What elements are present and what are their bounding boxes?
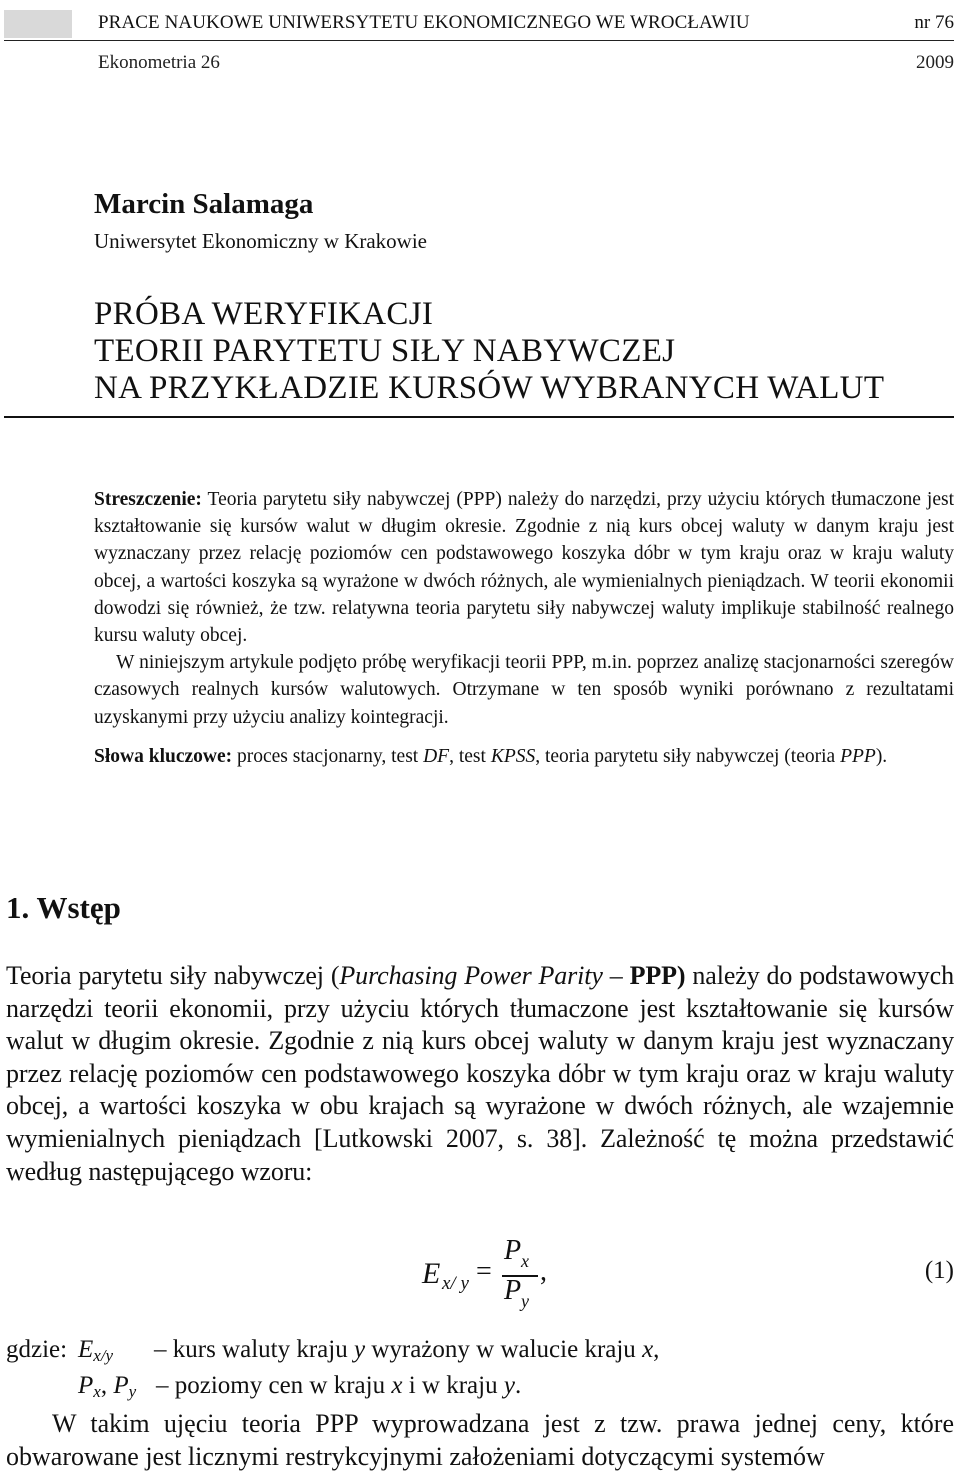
legend-symbol [78, 1369, 136, 1409]
keyword-df: DF [423, 746, 450, 767]
equation-1 [420, 1235, 620, 1315]
journal-title: PRACE NAUKOWE UNIWERSYTETU EKONOMICZNEGO WE WROCŁAWIU [98, 12, 750, 33]
formula-comma: , [540, 1256, 547, 1287]
author-affiliation: Uniwersytet Ekonomiczny w Krakowie [94, 229, 427, 253]
series-name: Ekonometria 26 [98, 52, 220, 73]
title-line-3: NA PRZYKŁADZIE KURSÓW WYBRANYCH WALUT [94, 370, 885, 406]
keywords-text: ). [875, 746, 888, 767]
formula-numerator: P [504, 1235, 522, 1266]
desc-text: i w kraju [402, 1372, 504, 1399]
title-line-1: PRÓBA WERYFIKACJI [94, 296, 434, 332]
desc-var: y [503, 1372, 515, 1399]
formula-denominator-subscript: y [521, 1291, 529, 1311]
symbol-E-subscript: x/y [93, 1346, 114, 1365]
formula-equals: = [476, 1256, 492, 1287]
desc-var: x [642, 1336, 654, 1363]
abstract-paragraph-2: W niniejszym artykule podjęto próbę weryfikacji teorii PPP, m.in. poprzez analizę stacjonarności szeregów czasowych realnych kursów walutowych. Otrzymane w ten sposób wyniki porównano z rezultatami uzyskanymi przy użyciu analizy kointegracji. [94, 652, 954, 728]
symbol-P-subscript: y [128, 1382, 137, 1401]
issue-number: nr 76 [914, 12, 954, 33]
section-heading: 1. Wstęp [6, 890, 121, 925]
formula-denominator: P [504, 1275, 522, 1306]
equation-number: (1) [924, 1257, 954, 1284]
symbol-P-subscript: x [93, 1382, 101, 1401]
keywords-label: Słowa kluczowe: [94, 746, 233, 767]
title-rule [4, 416, 954, 418]
formula-E-subscript: x/ y [442, 1273, 469, 1294]
abstract [94, 486, 954, 731]
legend-label: gdzie: [6, 1336, 68, 1363]
desc-text: – kurs waluty kraju [154, 1336, 354, 1363]
keywords-text: proces stacjonarny, test [232, 746, 424, 767]
abstract-text-1: Teoria parytetu siły nabywczej (PPP) należy do narzędzi, przy użyciu których tłumaczone jest kształtowanie się kursów walut w długim okresie. Zgodnie z nią kurs obcej waluty w danym kraju jest wyznaczany przez relację poziomów cen podstawowego koszyka dóbr w tym kraju oraz w kraju waluty obcej, a wartości koszyka są wyrażone w dwóch różnych, ale wymienialnych pieniądzach. W teorii ekonomii dowodzi się również, że tzw. relatywna teoria parytetu siły nabywczej waluty implikuje stabilność realnego kursu waluty obcej. [94, 489, 954, 647]
closing-paragraph [6, 1407, 954, 1473]
keyword-kpss: KPSS [490, 746, 536, 767]
keyword-ppp: PPP [840, 746, 876, 767]
desc-text: – poziomy cen w kraju [156, 1372, 392, 1399]
legend-symbol [78, 1333, 113, 1373]
body-bold-term: PPP) [629, 961, 686, 990]
legend-description [156, 1369, 521, 1403]
paper-title [94, 296, 884, 407]
header-rule [4, 40, 954, 41]
closing-text: W takim ujęciu teoria PPP wyprowadzana jest z tzw. prawa jednej ceny, które obwarowane jest licznymi restrykcyjnymi założeniami dotyczącymi systemów [6, 1409, 954, 1471]
desc-text: wyrażony w walucie kraju [365, 1336, 643, 1363]
legend-description [154, 1333, 659, 1367]
formula-E: E [422, 1257, 441, 1290]
symbol-separator: , [100, 1372, 114, 1399]
desc-var: y [353, 1336, 366, 1363]
body-text-run: należy do podstawowych narzędzi teorii ekonomii, przy użyciu których tłumaczone jest kształtowanie się kursów walut w długim okresie. Zgodnie z nią kurs obcej waluty w danym kraju jest wyznaczany przez relację poziomów cen podstawowego koszyka dóbr w tym kraju oraz w kraju waluty obcej, a wartości koszyka w obu krajach są wyrażone w dwóch różnych, ale wzajemnie wymienialnych pieniądzach [Lutkowski 2007, s. 38]. Zależność tę można przedstawić według następującego wzoru: [6, 961, 954, 1186]
abstract-paragraph-1 [94, 486, 954, 649]
intro-text [6, 960, 954, 1188]
body-text-run: Teoria parytetu siły nabywczej ( [6, 961, 340, 990]
body-text-run: – [602, 961, 630, 990]
symbol-P: P [113, 1372, 129, 1399]
formula-numerator-subscript: x [521, 1251, 529, 1271]
keywords-text: , test [449, 746, 491, 767]
symbol-E: E [78, 1336, 94, 1363]
running-header [0, 8, 960, 40]
desc-var: x [391, 1372, 403, 1399]
header-gray-block [4, 10, 72, 38]
author-name: Marcin Salamaga [94, 188, 314, 220]
abstract-label: Streszczenie: [94, 489, 202, 510]
desc-text: , [653, 1336, 660, 1363]
symbol-P: P [78, 1372, 94, 1399]
intro-paragraph [6, 960, 954, 1188]
body-italic-term: Purchasing Power Parity [339, 961, 603, 990]
desc-text: . [514, 1372, 522, 1399]
publication-year: 2009 [916, 52, 954, 73]
keywords [94, 742, 954, 771]
keywords-text: , teoria parytetu siły nabywczej (teoria [535, 746, 841, 767]
title-line-2: TEORII PARYTETU SIŁY NABYWCZEJ [94, 333, 676, 369]
